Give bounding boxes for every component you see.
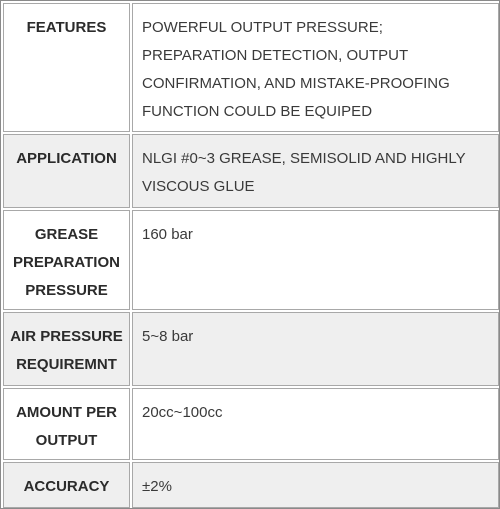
application-label: APPLICATION	[3, 134, 130, 208]
table-row-grease-pressure	[3, 210, 499, 310]
table-row-accuracy	[3, 462, 499, 508]
table-row-air-pressure	[3, 312, 499, 386]
amount-per-output-value: 20cc~100cc	[132, 388, 499, 460]
accuracy-value: ±2%	[132, 462, 499, 508]
features-value: POWERFUL OUTPUT PRESSURE; PREPARATION DETECTION, OUTPUT CONFIRMATION, AND MISTAKE-PROOFING FUNCTION COULD BE EQUIPED	[132, 3, 499, 132]
amount-per-output-label: AMOUNT PER OUTPUT	[3, 388, 130, 460]
accuracy-label: ACCURACY	[3, 462, 130, 508]
grease-pressure-value: 160 bar	[132, 210, 499, 310]
features-label: FEATURES	[3, 3, 130, 132]
table-row-amount-per-output	[3, 388, 499, 460]
grease-pressure-label: GREASE PREPARATION PRESSURE	[3, 210, 130, 310]
application-value: NLGI #0~3 GREASE, SEMISOLID AND HIGHLY VISCOUS GLUE	[132, 134, 499, 208]
air-pressure-value: 5~8 bar	[132, 312, 499, 386]
air-pressure-label: AIR PRESSURE REQUIREMNT	[3, 312, 130, 386]
table-row-application	[3, 134, 499, 208]
table-row-features	[3, 3, 499, 132]
